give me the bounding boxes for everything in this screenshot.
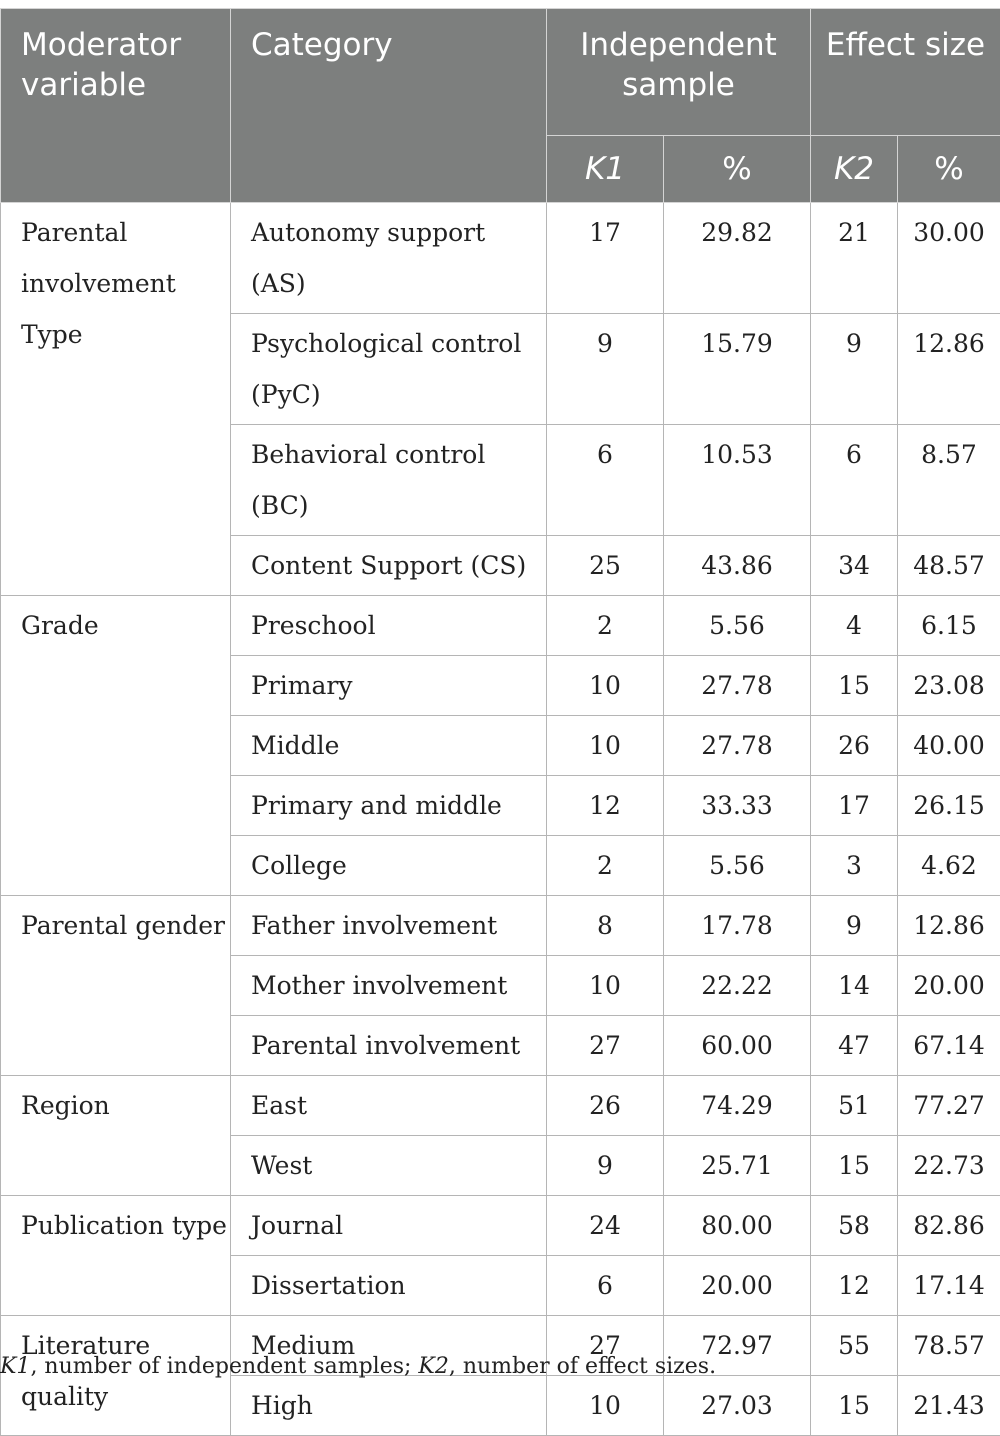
category-cell: Psychological control (PyC) [231, 314, 547, 425]
header-moderator: Moderator variable [1, 9, 231, 203]
footnote-k2-text: , number of effect sizes. [449, 1354, 716, 1379]
pct1-cell: 5.56 [664, 836, 811, 896]
moderator-cell: Parental gender [1, 896, 231, 1076]
k1-cell: 10 [547, 956, 664, 1016]
category-cell: Middle [231, 716, 547, 776]
category-cell: Mother involvement [231, 956, 547, 1016]
moderator-cell: Publication type [1, 1196, 231, 1316]
k2-cell: 6 [811, 425, 898, 536]
pct1-cell: 15.79 [664, 314, 811, 425]
table-row [1, 596, 1000, 656]
table-header [1, 9, 1000, 203]
k1-cell: 6 [547, 425, 664, 536]
k1-cell: 10 [547, 1376, 664, 1436]
k1-cell: 8 [547, 896, 664, 956]
pct2-cell: 22.73 [898, 1136, 1000, 1196]
k2-cell: 34 [811, 536, 898, 596]
k2-cell: 15 [811, 656, 898, 716]
pct2-cell: 82.86 [898, 1196, 1000, 1256]
header-pct1: % [664, 136, 811, 203]
header-effect-size: Effect size [811, 9, 1000, 136]
k2-cell: 15 [811, 1136, 898, 1196]
pct2-cell: 20.00 [898, 956, 1000, 1016]
category-cell: Medium [231, 1316, 547, 1376]
pct1-cell: 25.71 [664, 1136, 811, 1196]
pct1-cell: 27.78 [664, 656, 811, 716]
moderator-table [0, 8, 1000, 1436]
k1-cell: 2 [547, 836, 664, 896]
pct1-cell: 33.33 [664, 776, 811, 836]
k1-cell: 10 [547, 716, 664, 776]
category-cell: Behavioral control (BC) [231, 425, 547, 536]
header-category: Category [231, 9, 547, 203]
pct1-cell: 27.03 [664, 1376, 811, 1436]
pct1-cell: 10.53 [664, 425, 811, 536]
pct2-cell: 48.57 [898, 536, 1000, 596]
pct1-cell: 29.82 [664, 203, 811, 314]
table-row [1, 203, 1000, 314]
k1-cell: 10 [547, 656, 664, 716]
pct2-cell: 8.57 [898, 425, 1000, 536]
k1-cell: 9 [547, 314, 664, 425]
k2-cell: 26 [811, 716, 898, 776]
pct1-cell: 20.00 [664, 1256, 811, 1316]
pct2-cell: 30.00 [898, 203, 1000, 314]
pct1-cell: 22.22 [664, 956, 811, 1016]
k2-cell: 12 [811, 1256, 898, 1316]
category-cell: Content Support (CS) [231, 536, 547, 596]
k2-cell: 14 [811, 956, 898, 1016]
pct2-cell: 12.86 [898, 314, 1000, 425]
table-footnote [0, 1354, 716, 1379]
category-cell: Dissertation [231, 1256, 547, 1316]
k1-cell: 27 [547, 1316, 664, 1376]
k1-cell: 27 [547, 1016, 664, 1076]
footnote-k2: K2 [418, 1354, 448, 1379]
k2-cell: 4 [811, 596, 898, 656]
category-cell: Parental involvement [231, 1016, 547, 1076]
moderator-cell: Region [1, 1076, 231, 1196]
k1-cell: 6 [547, 1256, 664, 1316]
table-body [1, 203, 1000, 1436]
category-cell: Autonomy support (AS) [231, 203, 547, 314]
header-independent-sample: Independent sample [547, 9, 811, 136]
moderator-cell: Parental involvement Type [1, 203, 231, 596]
pct2-cell: 21.43 [898, 1376, 1000, 1436]
pct2-cell: 67.14 [898, 1016, 1000, 1076]
table-row [1, 896, 1000, 956]
moderator-cell: Grade [1, 596, 231, 896]
pct1-cell: 17.78 [664, 896, 811, 956]
pct2-cell: 23.08 [898, 656, 1000, 716]
category-cell: Preschool [231, 596, 547, 656]
pct2-cell: 40.00 [898, 716, 1000, 776]
category-cell: Primary and middle [231, 776, 547, 836]
pct2-cell: 6.15 [898, 596, 1000, 656]
pct2-cell: 77.27 [898, 1076, 1000, 1136]
category-cell: Primary [231, 656, 547, 716]
k2-cell: 47 [811, 1016, 898, 1076]
category-cell: Journal [231, 1196, 547, 1256]
k2-cell: 21 [811, 203, 898, 314]
pct1-cell: 74.29 [664, 1076, 811, 1136]
pct1-cell: 43.86 [664, 536, 811, 596]
category-cell: West [231, 1136, 547, 1196]
category-cell: High [231, 1376, 547, 1436]
pct2-cell: 78.57 [898, 1316, 1000, 1376]
pct2-cell: 17.14 [898, 1256, 1000, 1316]
pct1-cell: 27.78 [664, 716, 811, 776]
k1-cell: 24 [547, 1196, 664, 1256]
k1-cell: 12 [547, 776, 664, 836]
header-k1: K1 [547, 136, 664, 203]
table-row [1, 1196, 1000, 1256]
k1-cell: 9 [547, 1136, 664, 1196]
category-cell: College [231, 836, 547, 896]
moderator-cell: Literature quality [1, 1316, 231, 1436]
pct2-cell: 26.15 [898, 776, 1000, 836]
footnote-k1: K1 [0, 1354, 30, 1379]
k2-cell: 51 [811, 1076, 898, 1136]
pct1-cell: 72.97 [664, 1316, 811, 1376]
category-cell: East [231, 1076, 547, 1136]
k2-cell: 9 [811, 896, 898, 956]
k2-cell: 17 [811, 776, 898, 836]
k2-cell: 3 [811, 836, 898, 896]
pct2-cell: 12.86 [898, 896, 1000, 956]
pct1-cell: 5.56 [664, 596, 811, 656]
k2-cell: 9 [811, 314, 898, 425]
k1-cell: 17 [547, 203, 664, 314]
pct1-cell: 80.00 [664, 1196, 811, 1256]
k1-cell: 26 [547, 1076, 664, 1136]
k1-cell: 25 [547, 536, 664, 596]
footnote-k1-text: , number of independent samples; [30, 1354, 418, 1379]
pct1-cell: 60.00 [664, 1016, 811, 1076]
pct2-cell: 4.62 [898, 836, 1000, 896]
k2-cell: 15 [811, 1376, 898, 1436]
k2-cell: 58 [811, 1196, 898, 1256]
header-pct2: % [898, 136, 1000, 203]
k1-cell: 2 [547, 596, 664, 656]
category-cell: Father involvement [231, 896, 547, 956]
table-row [1, 1076, 1000, 1136]
header-k2: K2 [811, 136, 898, 203]
k2-cell: 55 [811, 1316, 898, 1376]
